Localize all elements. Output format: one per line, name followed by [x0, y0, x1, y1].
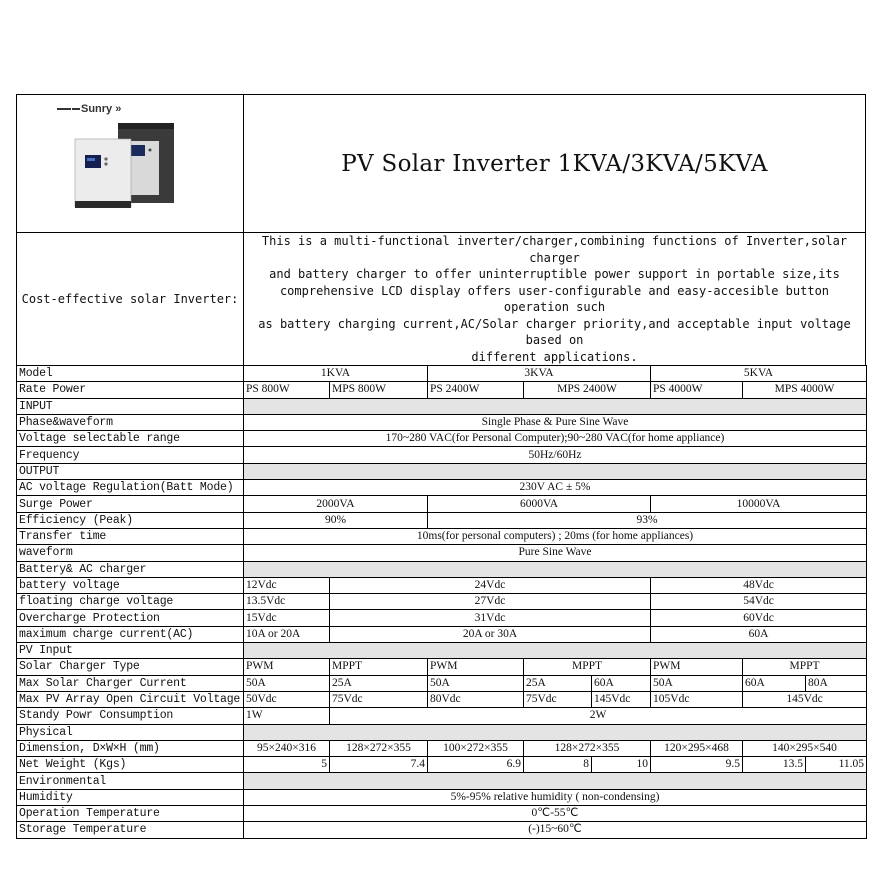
table-row [17, 577, 867, 593]
table-cell: 75Vdc [330, 691, 428, 707]
table-cell: 24Vdc [330, 577, 651, 593]
table-cell: 5%-95% relative humidity ( non-condensing) [244, 789, 867, 805]
table-row [17, 757, 867, 773]
table-cell: 13.5 [743, 757, 806, 773]
table-cell: Single Phase & Pure Sine Wave [244, 414, 867, 430]
table-cell: 6.9 [428, 757, 524, 773]
table-cell: 80Vdc [428, 691, 524, 707]
table-cell: 140×295×540 [743, 740, 867, 756]
row-label: Solar Charger Type [17, 659, 244, 675]
intro-description [244, 233, 866, 366]
intro-line: as battery charging current,AC/Solar charger priority,and acceptable input voltage based on [258, 316, 851, 347]
table-cell: 10 [592, 757, 651, 773]
table-row [17, 545, 867, 561]
table-cell: 93% [428, 512, 867, 528]
intro-line: different applications. [471, 349, 638, 364]
section-header: Environmental [17, 773, 244, 789]
section-row [17, 463, 867, 479]
table-cell: 20A or 30A [330, 626, 651, 642]
table-cell: 1W [244, 708, 330, 724]
table-cell: 60A [743, 675, 806, 691]
table-cell: PWM [244, 659, 330, 675]
table-cell: 10000VA [651, 496, 867, 512]
table-cell: 25A [524, 675, 592, 691]
table-cell: 60A [592, 675, 651, 691]
table-cell: MPPT [743, 659, 867, 675]
table-row [17, 789, 867, 805]
table-row [17, 822, 867, 838]
row-label: Humidity [17, 789, 244, 805]
table-row [17, 431, 867, 447]
row-label: Surge Power [17, 496, 244, 512]
table-cell: 145Vdc [743, 691, 867, 707]
header-table [16, 94, 866, 366]
product-image-cell [17, 95, 244, 233]
section-header: Battery& AC charger [17, 561, 244, 577]
row-label: Phase&waveform [17, 414, 244, 430]
table-row [17, 414, 867, 430]
table-cell: 10ms(for personal computers) ; 20ms (for home appliances) [244, 528, 867, 544]
table-cell: 60Vdc [651, 610, 867, 626]
table-cell: MPS 800W [330, 382, 428, 398]
section-header: OUTPUT [17, 463, 244, 479]
row-label: floating charge voltage [17, 594, 244, 610]
table-cell: 9.5 [651, 757, 743, 773]
table-row [17, 594, 867, 610]
table-cell: 105Vdc [651, 691, 743, 707]
section-row [17, 643, 867, 659]
table-cell: 2W [330, 708, 867, 724]
table-cell: 54Vdc [651, 594, 867, 610]
table-row [17, 675, 867, 691]
table-cell: 170~280 VAC(for Personal Computer);90~280 VAC(for home appliance) [244, 431, 867, 447]
table-row [17, 366, 867, 382]
table-row [17, 659, 867, 675]
table-row [17, 691, 867, 707]
section-row [17, 724, 867, 740]
row-label: Net Weight (Kgs) [17, 757, 244, 773]
row-label: Transfer time [17, 528, 244, 544]
table-row [17, 480, 867, 496]
table-cell: 50A [244, 675, 330, 691]
table-row [17, 496, 867, 512]
row-label: AC voltage Regulation(Batt Mode) [17, 480, 244, 496]
table-cell: PS 4000W [651, 382, 743, 398]
intro-line: comprehensive LCD display offers user-configurable and easy-accesible button operation such [279, 283, 830, 314]
row-label: Overcharge Protection [17, 610, 244, 626]
row-label: Dimension, D×W×H (mm) [17, 740, 244, 756]
table-cell: 50A [651, 675, 743, 691]
table-row [17, 806, 867, 822]
table-cell: 90% [244, 512, 428, 528]
row-label: Max PV Array Open Circuit Voltage [17, 691, 244, 707]
row-label: battery voltage [17, 577, 244, 593]
table-cell: 13.5Vdc [244, 594, 330, 610]
table-cell: MPPT [524, 659, 651, 675]
model-1kva: 1KVA [244, 366, 428, 382]
model-3kva: 3KVA [428, 366, 651, 382]
table-row [17, 447, 867, 463]
section-row [17, 398, 867, 414]
table-cell: PS 2400W [428, 382, 524, 398]
spec-table [16, 365, 867, 839]
table-cell: PWM [428, 659, 524, 675]
section-row [17, 773, 867, 789]
table-cell: 120×295×468 [651, 740, 743, 756]
intro-label: Cost-effective solar Inverter: [17, 233, 244, 366]
brand-logo: Sunry » [57, 103, 121, 115]
table-cell: PWM [651, 659, 743, 675]
intro-line: and battery charger to offer uninterruptible power support in portable size,its [269, 267, 840, 281]
table-row [17, 708, 867, 724]
table-cell: MPPT [330, 659, 428, 675]
table-cell: 50Hz/60Hz [244, 447, 867, 463]
table-cell: 2000VA [244, 496, 428, 512]
section-header: Physical [17, 724, 244, 740]
table-cell: 60A [651, 626, 867, 642]
section-row [17, 561, 867, 577]
table-cell: 230V AC ± 5% [244, 480, 867, 496]
table-cell: 48Vdc [651, 577, 867, 593]
table-cell: MPS 2400W [524, 382, 651, 398]
intro-line: This is a multi-functional inverter/charger,combining functions of Inverter,solar charger [261, 234, 848, 265]
row-label: Efficiency (Peak) [17, 512, 244, 528]
table-cell: 95×240×316 [244, 740, 330, 756]
table-cell: 100×272×355 [428, 740, 524, 756]
table-cell: Pure Sine Wave [244, 545, 867, 561]
row-label: Voltage selectable range [17, 431, 244, 447]
table-row [17, 528, 867, 544]
table-cell: 50A [428, 675, 524, 691]
inverter-product-image [73, 121, 193, 211]
row-label: Standy Powr Consumption [17, 708, 244, 724]
table-cell: 128×272×355 [330, 740, 428, 756]
row-label: Rate Power [17, 382, 244, 398]
table-row [17, 382, 867, 398]
model-5kva: 5KVA [651, 366, 867, 382]
section-header: PV Input [17, 643, 244, 659]
table-cell: 145Vdc [592, 691, 651, 707]
row-label: Frequency [17, 447, 244, 463]
table-cell: 7.4 [330, 757, 428, 773]
row-label: Model [17, 366, 244, 382]
row-label: waveform [17, 545, 244, 561]
table-row [17, 512, 867, 528]
table-cell: 50Vdc [244, 691, 330, 707]
table-cell: 6000VA [428, 496, 651, 512]
table-cell: 8 [524, 757, 592, 773]
table-cell: 75Vdc [524, 691, 592, 707]
table-cell: 12Vdc [244, 577, 330, 593]
row-label: Operation Temperature [17, 806, 244, 822]
table-row [17, 626, 867, 642]
table-cell: 10A or 20A [244, 626, 330, 642]
table-cell: 15Vdc [244, 610, 330, 626]
table-cell: 25A [330, 675, 428, 691]
table-cell: 80A [806, 675, 867, 691]
table-cell: 5 [244, 757, 330, 773]
table-row [17, 740, 867, 756]
row-label: Max Solar Charger Current [17, 675, 244, 691]
table-cell: 27Vdc [330, 594, 651, 610]
table-cell: (-)15~60℃ [244, 822, 867, 838]
page-title: PV Solar Inverter 1KVA/3KVA/5KVA [244, 95, 866, 233]
row-label: Storage Temperature [17, 822, 244, 838]
table-cell: PS 800W [244, 382, 330, 398]
table-cell: 0℃-55℃ [244, 806, 867, 822]
spec-sheet [16, 94, 866, 839]
table-cell: 11.05 [806, 757, 867, 773]
section-header: INPUT [17, 398, 244, 414]
table-cell: 128×272×355 [524, 740, 651, 756]
table-row [17, 610, 867, 626]
table-cell: MPS 4000W [743, 382, 867, 398]
row-label: maximum charge current(AC) [17, 626, 244, 642]
table-cell: 31Vdc [330, 610, 651, 626]
